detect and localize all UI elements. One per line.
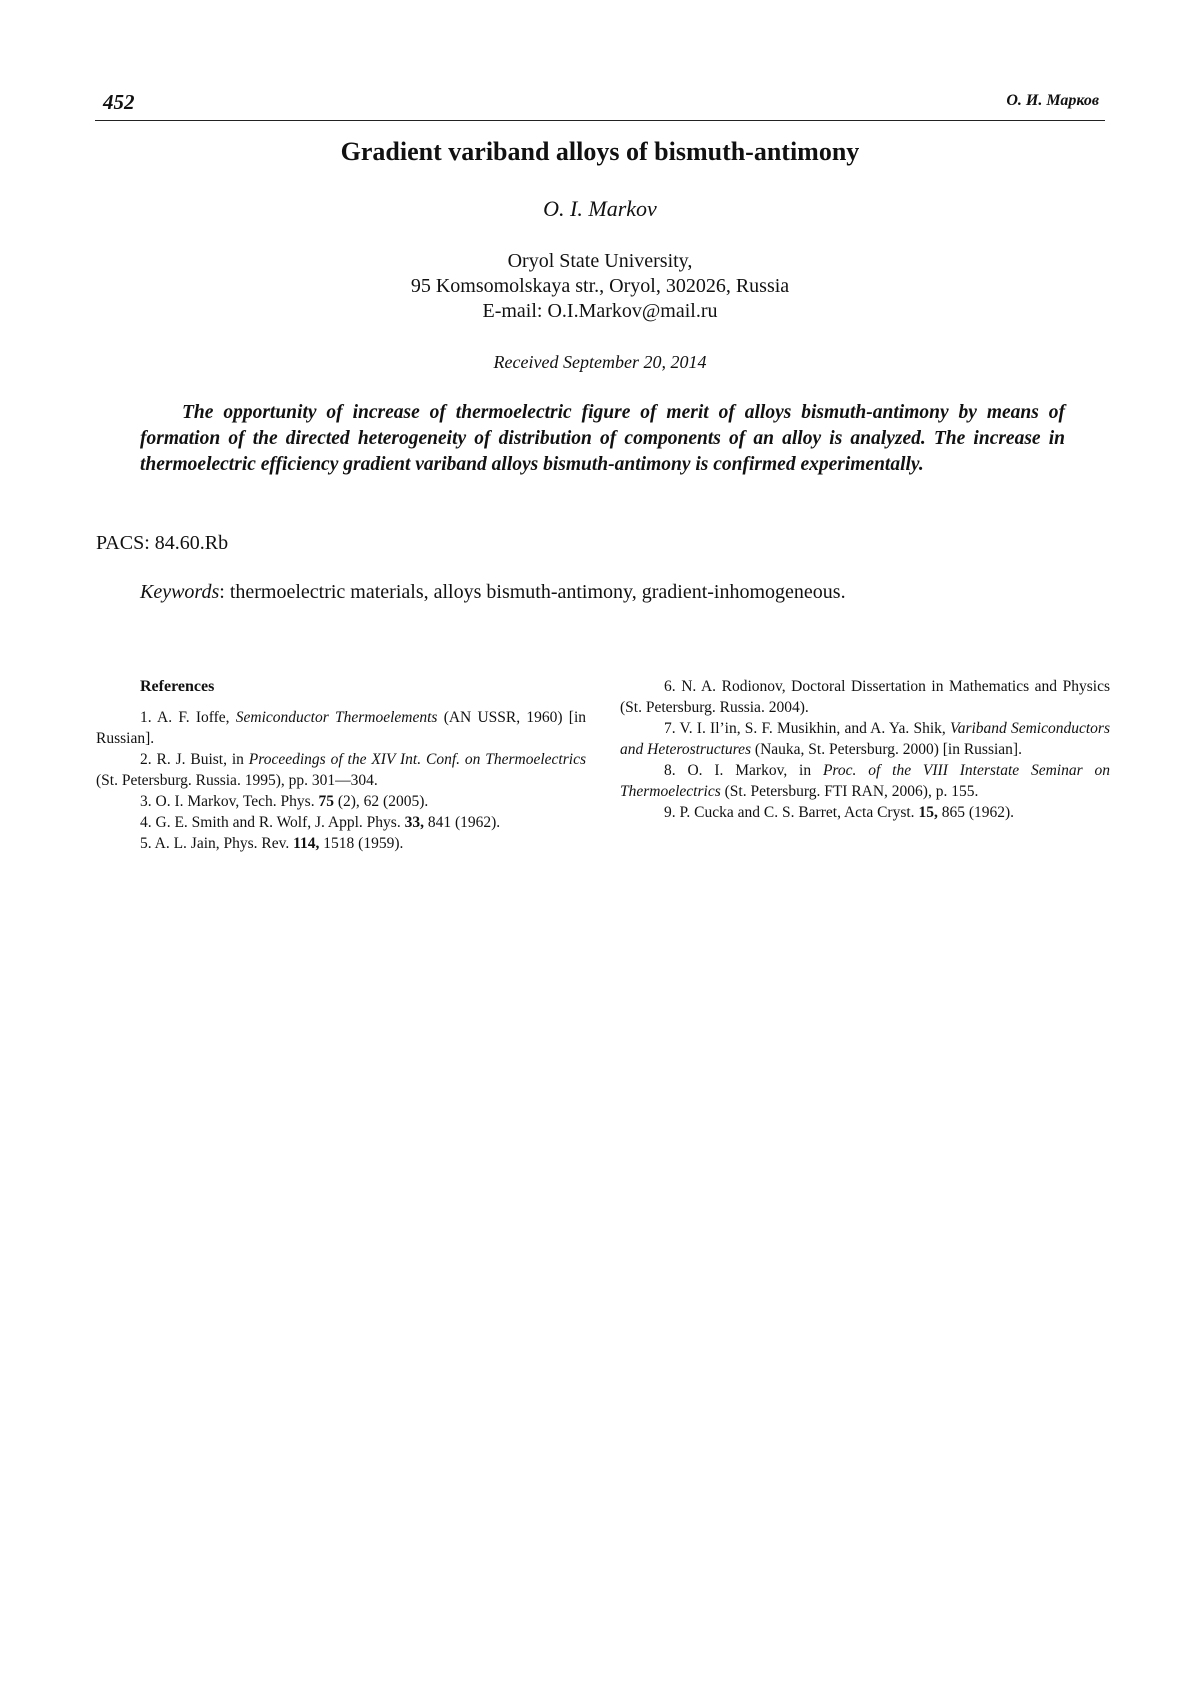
references-right-column <box>620 676 1110 823</box>
reference-text: 6. N. A. Rodionov, Doctoral Dissertation in Mathematics and Physics (St. Petersburg. Russia. 2004). <box>620 678 1110 716</box>
page-number: 452 <box>103 90 135 114</box>
reference-italic-text: Semiconductor Thermoelements <box>235 709 438 726</box>
reference-text: (AN USSR, 1960) [in Russian]. <box>96 709 586 747</box>
reference-text: (2), 62 (2005). <box>333 793 429 810</box>
reference-item <box>620 718 1110 760</box>
reference-text: 8. O. I. Markov, in <box>664 762 823 779</box>
reference-text: (Nauka, St. Petersburg. 2000) [in Russian]. <box>751 741 1022 758</box>
reference-volume: 33, <box>404 814 424 831</box>
references-left-column <box>96 676 586 854</box>
reference-list-left <box>96 707 586 854</box>
reference-italic-text: Variband Semiconductors and Heterostructures <box>620 720 1110 758</box>
reference-italic-text: Proc. of the VIII Interstate Seminar on Thermoelectrics <box>620 762 1110 800</box>
reference-volume: 75 <box>318 793 334 810</box>
reference-text: 9. P. Cucka and C. S. Barret, Acta Cryst. <box>664 804 919 821</box>
reference-item <box>96 812 586 833</box>
reference-item <box>620 760 1110 802</box>
reference-item <box>96 833 586 854</box>
reference-text: 1518 (1959). <box>319 835 404 852</box>
reference-volume: 114, <box>293 835 320 852</box>
reference-text: 2. R. J. Buist, in <box>140 751 249 768</box>
article-title: Gradient variband alloys of bismuth-antimony <box>340 137 860 166</box>
page-header <box>95 90 1105 121</box>
reference-list-right <box>620 676 1110 823</box>
abstract: The opportunity of increase of thermoelectric figure of merit of alloys bismuth-antimony by means of formation of the directed heterogeneity of distribution of components of an alloy is analyzed. The increase in thermoelectric efficiency gradient variband alloys bismuth-antimony is confirmed experimentally. <box>140 402 1065 475</box>
reference-text: 5. A. L. Jain, Phys. Rev. <box>140 835 294 852</box>
affiliation-line: 95 Komsomolskaya str., Oryol, 302026, Russia <box>410 275 790 297</box>
reference-item <box>96 749 586 791</box>
reference-text: 7. V. I. Il’in, S. F. Musikhin, and A. Ya. Shik, <box>664 720 950 737</box>
reference-item <box>620 676 1110 718</box>
author: O. I. Markov <box>543 196 657 221</box>
reference-text: (St. Petersburg. FTI RAN, 2006), p. 155. <box>720 783 979 800</box>
affiliation <box>0 249 1200 324</box>
keywords <box>140 581 846 604</box>
reference-item <box>620 802 1110 823</box>
received-date: Received September 20, 2014 <box>493 352 707 372</box>
reference-italic-text: Proceedings of the XIV Int. Conf. on Thermoelectrics <box>248 751 586 768</box>
affiliation-line: Oryol State University, <box>507 250 693 272</box>
keywords-text: : thermoelectric materials, alloys bismuth-antimony, gradient-inhomogeneous. <box>219 581 846 603</box>
reference-item <box>96 707 586 749</box>
reference-volume: 15, <box>918 804 938 821</box>
email-line: E-mail: O.I.Markov@mail.ru <box>482 300 718 322</box>
pacs-code: PACS: 84.60.Rb <box>96 532 229 554</box>
reference-text: 865 (1962). <box>937 804 1015 821</box>
reference-item <box>96 791 586 812</box>
reference-text: (St. Petersburg. Russia. 1995), pp. 301—304. <box>96 772 378 789</box>
references-heading: References <box>140 678 215 695</box>
reference-text: 1. A. F. Ioffe, <box>140 709 236 726</box>
keywords-label: Keywords <box>140 581 220 603</box>
reference-text: 3. O. I. Markov, Tech. Phys. <box>140 793 319 810</box>
reference-text: 4. G. E. Smith and R. Wolf, J. Appl. Phys. <box>140 814 405 831</box>
reference-text: 841 (1962). <box>423 814 501 831</box>
running-head: О. И. Марков <box>1006 92 1099 109</box>
